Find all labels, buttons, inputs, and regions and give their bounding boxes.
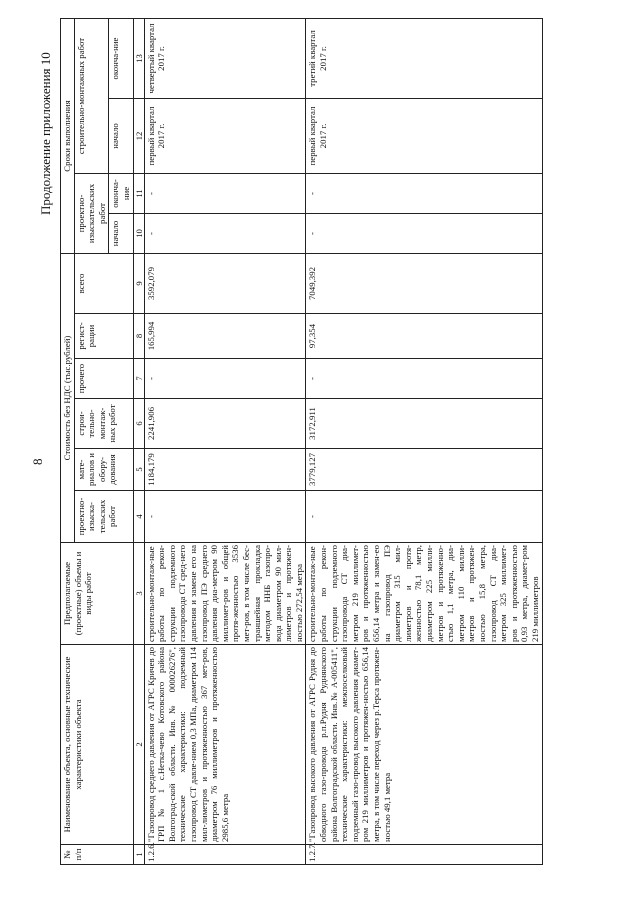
build-end: четвертый квартал 2017 г. — [144, 19, 306, 99]
col-number: 6 — [133, 399, 144, 449]
col-number: 3 — [133, 543, 144, 645]
col-number: 10 — [133, 214, 144, 254]
cost-materials: 3779,127 — [306, 449, 542, 491]
header-design: проектно-изыска-тельских работ — [74, 491, 133, 543]
row-num: 1.2.7. — [306, 845, 542, 865]
works-table — [60, 18, 543, 865]
cost-total: 7049,392 — [306, 254, 542, 314]
column-number-row — [133, 19, 144, 865]
col-number: 1 — [133, 845, 144, 865]
header-build-start: начало — [109, 99, 133, 174]
object-name: "Газопровод среднего давления от АГРС Кричев до ГРП № 1 с.Нетка-чево Котовского района Волгоград-ской области. Инв.№ 000026276", технические характеристики: подземный газопровод СТ давле-нием 0,3 МПа, диаметром 114 мил-лиметров и протяженностью 367 мет-ров, диаметром 76 миллиметров и протяженностью 2985,6 метра — [144, 645, 306, 845]
cost-other: - — [306, 359, 542, 399]
work-scope: строительно-монтаж-ные работы по рекон-струкции подземного газопровода СТ диа-метром 219 миллимет-ров и протяженностью 656,14 метра и замен-ео на газопровод ПЭ диаметром 315 мил-лиметров и протя-женностью 78,1 метр, диаметром 225 милли-метров и протяженно-стью 1,1 метра, диа-метром 110 милли-метров и протяжен-ностью 15,8 метра, газопровод СТ диа-метром 325 миллимет-ров и протяженностью 0,93 метра, диамет-ром 219 миллиметров — [306, 543, 542, 645]
cost-construction: 3172,911 — [306, 399, 542, 449]
header-name: Наименование объекта, основные технические характеристики объекта — [61, 645, 134, 845]
header-row-1 — [61, 19, 75, 865]
cost-design: - — [306, 491, 542, 543]
col-number: 13 — [133, 19, 144, 99]
header-terms-group: Сроки выполнения — [61, 19, 75, 254]
build-start: первый квартал 2017 г. — [306, 99, 542, 174]
col-number: 5 — [133, 449, 144, 491]
table-row — [306, 19, 542, 865]
header-build-end: оконча-ние — [109, 19, 133, 99]
header-registration: регист-рации — [74, 314, 133, 359]
build-start: первый квартал 2017 г. — [144, 99, 306, 174]
header-total: всего — [74, 254, 133, 314]
cost-materials: 1184,179 — [144, 449, 306, 491]
col-number: 11 — [133, 174, 144, 214]
survey-start: - — [144, 214, 306, 254]
header-num: № п/п — [61, 845, 134, 865]
cost-registration: 97,354 — [306, 314, 542, 359]
cost-total: 3592,079 — [144, 254, 306, 314]
cost-other: - — [144, 359, 306, 399]
continuation-title: Продолжение приложения 10 — [38, 52, 53, 215]
header-materials: мате-риалов и обору-дования — [74, 449, 133, 491]
table-row — [144, 19, 306, 865]
col-number: 12 — [133, 99, 144, 174]
cost-registration: 165,994 — [144, 314, 306, 359]
object-name: "Газопровод высокого давления от АГРС Рудня до обводного газо-провода р.п.Рудня Руднянского района Волгоградской области. Инв.№ А-005411", технические характеристики: межпоселковый подземный газо-провод высокого давления диамет-ром 219 миллиметров и протяжен-ностью 656,14 метра, в том числе переход через р.Терса протяжен-ностью 49,1 метра — [306, 645, 542, 845]
header-scope: Предполагаемые (проектные) объемы и виды работ — [61, 543, 134, 645]
row-num: 1.2.6. — [144, 845, 306, 865]
survey-end: - — [144, 174, 306, 214]
header-construction: строи-тельно-монтаж-ных работ — [74, 399, 133, 449]
col-number: 8 — [133, 314, 144, 359]
survey-start: - — [306, 214, 542, 254]
cost-construction: 2241,906 — [144, 399, 306, 449]
header-survey-works: проектно-изыскательских работ — [74, 174, 109, 254]
survey-end: - — [306, 174, 542, 214]
header-survey-start: начало — [109, 214, 133, 254]
col-number: 7 — [133, 359, 144, 399]
header-other: прочего — [74, 359, 133, 399]
build-end: третий квартал 2017 г. — [306, 19, 542, 99]
cost-design: - — [144, 491, 306, 543]
work-scope: строительно-монтаж-ные работы по рекон-струкции подземного газопровода СТ сред-него давления и замене его на газопровод ПЭ среднего давления диа-метром 90 миллимет-ров и общей протя-женностью 3536 мет-ров, в том числе бес-траншейная прокладка методом ННБ газопро-вода диаметром 90 мил-лиметров и протяжен-ностью 272,54 метра — [144, 543, 306, 645]
col-number: 2 — [133, 645, 144, 845]
header-cost-group: Стоимость без НДС (тыс.рублей) — [61, 254, 75, 543]
header-build-works: строительно-монтажных работ — [74, 19, 109, 174]
page-number: 8 — [30, 458, 45, 465]
header-survey-end: оконча-ние — [109, 174, 133, 214]
col-number: 9 — [133, 254, 144, 314]
col-number: 4 — [133, 491, 144, 543]
